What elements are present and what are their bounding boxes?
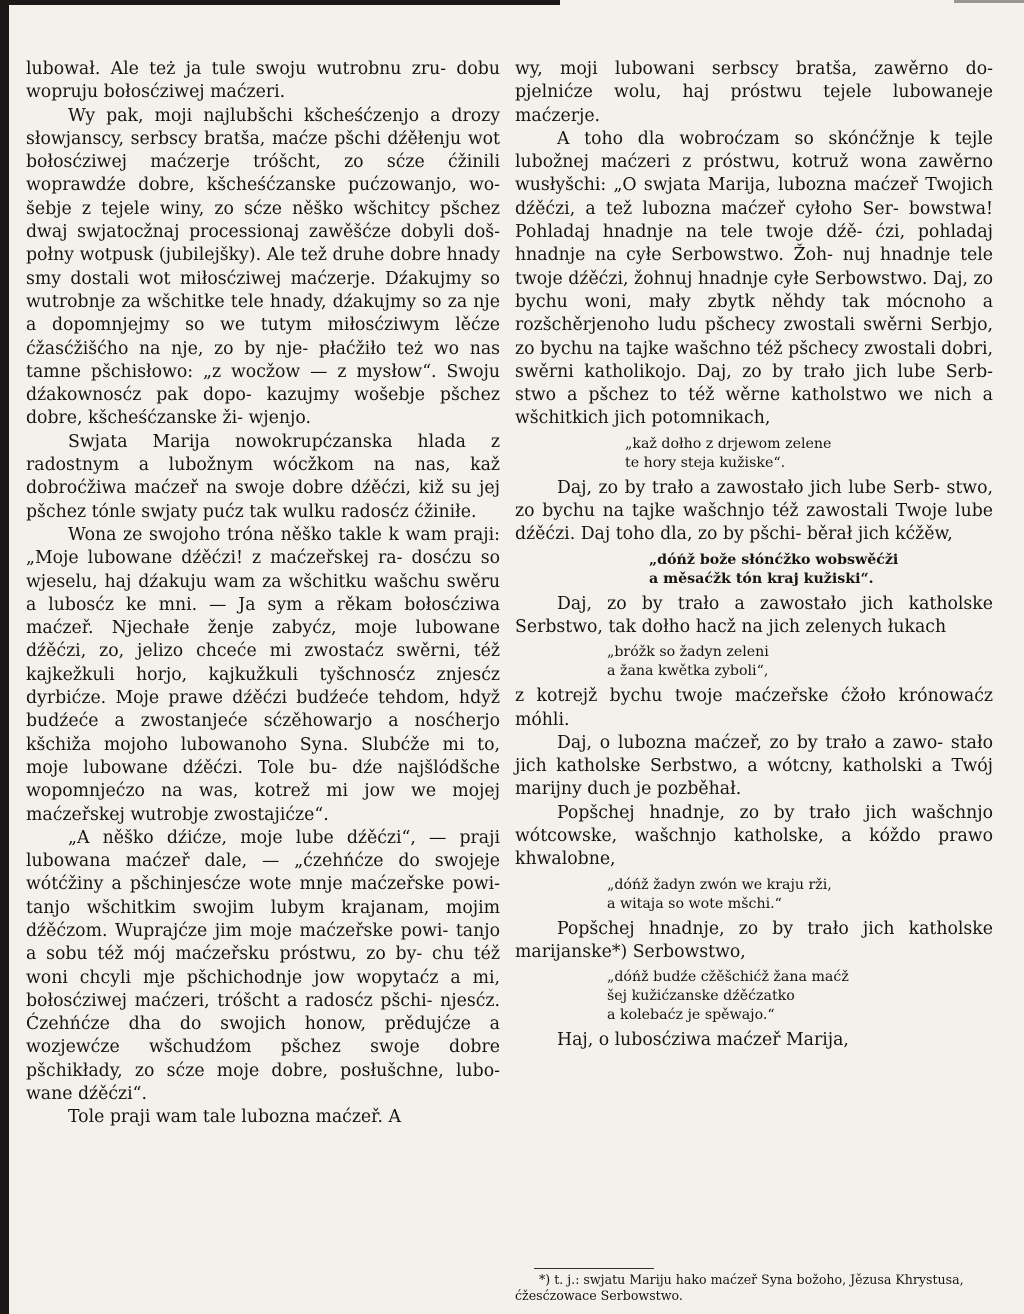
footnote-rule — [534, 1268, 654, 1269]
left-column — [26, 58, 500, 1130]
right-column — [515, 58, 993, 1053]
paragraph: „A něško dźićze, moje lube dźěćzi“, — praji lubowana maćzeř dale, — „ćzehńćze do swojeje wótćžiny a pšchinjesćze wote mnje maćzeřske powi- tanjo wšchitkim swojim lubym krajanam, mojim dźěćzom. Wuprajćze jim moje maćzeřske powi- tanjo a sobu též mój maćzeřsku próstwu, zo by- chu též woni chcyli mje pšchichodnje jow wopytaćz a mi, bołosćziwej maćzeri, tróšcht a radosćz pšchi- njesćz. Ćzehńćze dha do swojich honow, prědujćze a wozjewćze wšchudźom pšchez swoje dobre pšchikłady, zo sćze moje dobre, posłušchne, lubo- wane dźěćzi“. — [26, 827, 500, 1105]
page-edge-top — [0, 0, 560, 5]
verse-line: te hory steja kužiske“. — [625, 454, 786, 471]
paragraph: Daj, o lubozna maćzeř, zo by trało a zawo- stało jich katholske Serbstwo, a wótcny, katholski a Twój marijny duch je pozběhał. — [515, 732, 993, 800]
page-edge-left — [0, 0, 9, 1314]
paragraph: Daj, zo by trało a zawostało jich katholske Serbstwo, tak dołho hacž na jich zelenych łukach — [515, 593, 993, 637]
paragraph: A toho dla wobroćzam so skónćžnje k tejle lubožnej maćzeri z próstwu, kotruž wona zawěrno wusłyšchi: „O swjata Marija, lubozna maćzeř Twojich dźěćzi, a tež lubozna maćzeř cyłoho Ser- bowstwa! Pohladaj hnadnje na tele twoje dźě- ćzi, pohladaj hnadnje na cyłe Serbowstwo. Žoh- nuj hnadnje tele twoje dźěćzi, žohnuj hnadnje cyłe Serbowstwo. Daj, zo bychu woni, mały zbytk něhdy tak mócnoho a rozšchěrjenoho ludu pšchecy zwostali swěrni Serbjo, zo bychu na tajke wašchno též pšchecy zwostali dobri, swěrni katholikojo. Daj, zo by trało jich lube Serb- stwo a pšchez to též wěrne katholstwo we nich a wšchitkich jich potomnikach, — [515, 128, 993, 429]
verse-line: a witaja so wote mšchi.“ — [607, 895, 782, 912]
paragraph: Haj, o lubosćziwa maćzeř Marija, — [557, 1030, 849, 1051]
paragraph: Popšchej hnadnje, zo by trało jich wašchnjo wótcowske, wašchnjo katholske, a kóždo prawo khwalobne, — [515, 802, 993, 870]
verse-line: a žana kwětka zyboli“, — [607, 663, 769, 680]
verse-line: „dóńž žadyn zwón we kraju rži, — [607, 876, 832, 893]
paragraph: wy, moji lubowani serbscy bratša, zawěrno do- pjelnićze wolu, haj próstwu tejele lubowaneje maćzerje. — [515, 59, 993, 126]
paragraph: Wy pak, moji najlubšchi kšcheśćzenjo a drozy słowjanscy, serbscy bratša, maćze pšchi dźěłenju wot bołosćziwej maćzerje tróšcht, zo sćze ćžinili woprawdźe dobre, kšcheśćzanske pućzowanjo, wo- šebje z tejele winy, zo sćze něško wšchitcy pšchez dwaj swjatocžnaj processionaj zawěšćze dobyli doš- połny wotpusk (jubilejšky). Ale tež druhe dobre hnady smy dostali wot miłosćziwej maćzerje. Dźakujmy so wutrobnje za wšchitke tele hnady, dźakujmy so za nje a dopomnjejmy so we tutym miłosćziwym lěćze ćžasćžišćho na nje, zo by nje- płaćžiło też wo nas tamne pšchisłowo: „z wocžow — z mysłow“. Swoju dźakownosćz pak dopo- kazujmy wošebje pšchez dobre, kšcheśćzanske ži- wjenjo. — [26, 105, 500, 429]
verse-line: šej kužićzanske dźěćzatko — [607, 988, 795, 1005]
paragraph: Daj, zo by trało a zawostało jich lube Serb- stwo, zo bychu na tajke wašchnjo též zawostali Twoje lube dźěćzi. Daj toho dla, zo by pšchi- běrał jich kćžěw, — [515, 477, 993, 545]
verse-line: „bróžk so žadyn zeleni — [607, 644, 769, 661]
verse-line: „kaž dołho z drjewom zelene — [625, 435, 832, 452]
footnote-text: *) t. j.: swjatu Mariju hako maćzeř Syna božoho, Jězusa Khrystusa, ćžesćzowace Serbowstwo. — [515, 1272, 964, 1303]
verse-line: a měsaćžk tón kraj kužiski“. — [649, 570, 874, 587]
paragraph: Popšchej hnadnje, zo by trało jich katholske marijanske*) Serbowstwo, — [515, 918, 993, 962]
paragraph: z kotrejž bychu twoje maćzeřske ćžoło krónowaćz móhli. — [515, 686, 993, 730]
verse-line: „dóńž budźe cžěšchićž žana maćž — [607, 969, 849, 986]
paragraph: lubował. Ale też ja tule swoju wutrobnu zru- dobu wopruju bołosćziwej maćzeri. — [26, 59, 500, 103]
verse-line: a kolebaćz je spěwajo.“ — [607, 1007, 775, 1024]
verse-line: „dóńž bože słónćžko wobswěćži — [649, 551, 899, 568]
paragraph: Tole praji wam tale lubozna maćzeř. A — [68, 1107, 401, 1128]
paragraph: Swjata Marija nowokrupćzanska hlada z radostnym a lubožnym wócžkom na nas, kaž dobroćžiwa maćzeř na swoje dobre dźěćzi, kiž su jej pšchez tónle swjaty pućz tak wulku radosćz ćžiniłe. — [26, 431, 500, 522]
footnote — [515, 1272, 995, 1304]
paragraph: Wona ze swojoho tróna něško takle k wam praji: „Moje lubowane dźěćzi! z maćzeřskej ra- dosćzu so wjeselu, haj dźakuju wam za wšchitku wašchu swěru a lubosćz ke mni. — Ja sym a rěkam bołosćziwa maćzeř. Njechałe ženje zabyćz, moje lubowane dźěćzi, zo, jelizo chceće mi zwostaćz swěrni, též kajkežkuli horjo, kajkužkuli tyšchnosćz znjesćz dyrbićze. Moje prawe dźěćzi budźeće tehdom, hdyž budźeće a zwostanjeće sćzěhowarjo a nosćherjo kšchiža mojoho lubowanoho Syna. Slubćže mi to, moje lubowane dźěćzi. Tole bu- dźe najšlódšche wopomnjećzo na was, kotrež mi jow we mojej maćzeřskej wutrobje zwostajićze“. — [26, 524, 500, 825]
page-edge-top-right — [954, 0, 1024, 3]
